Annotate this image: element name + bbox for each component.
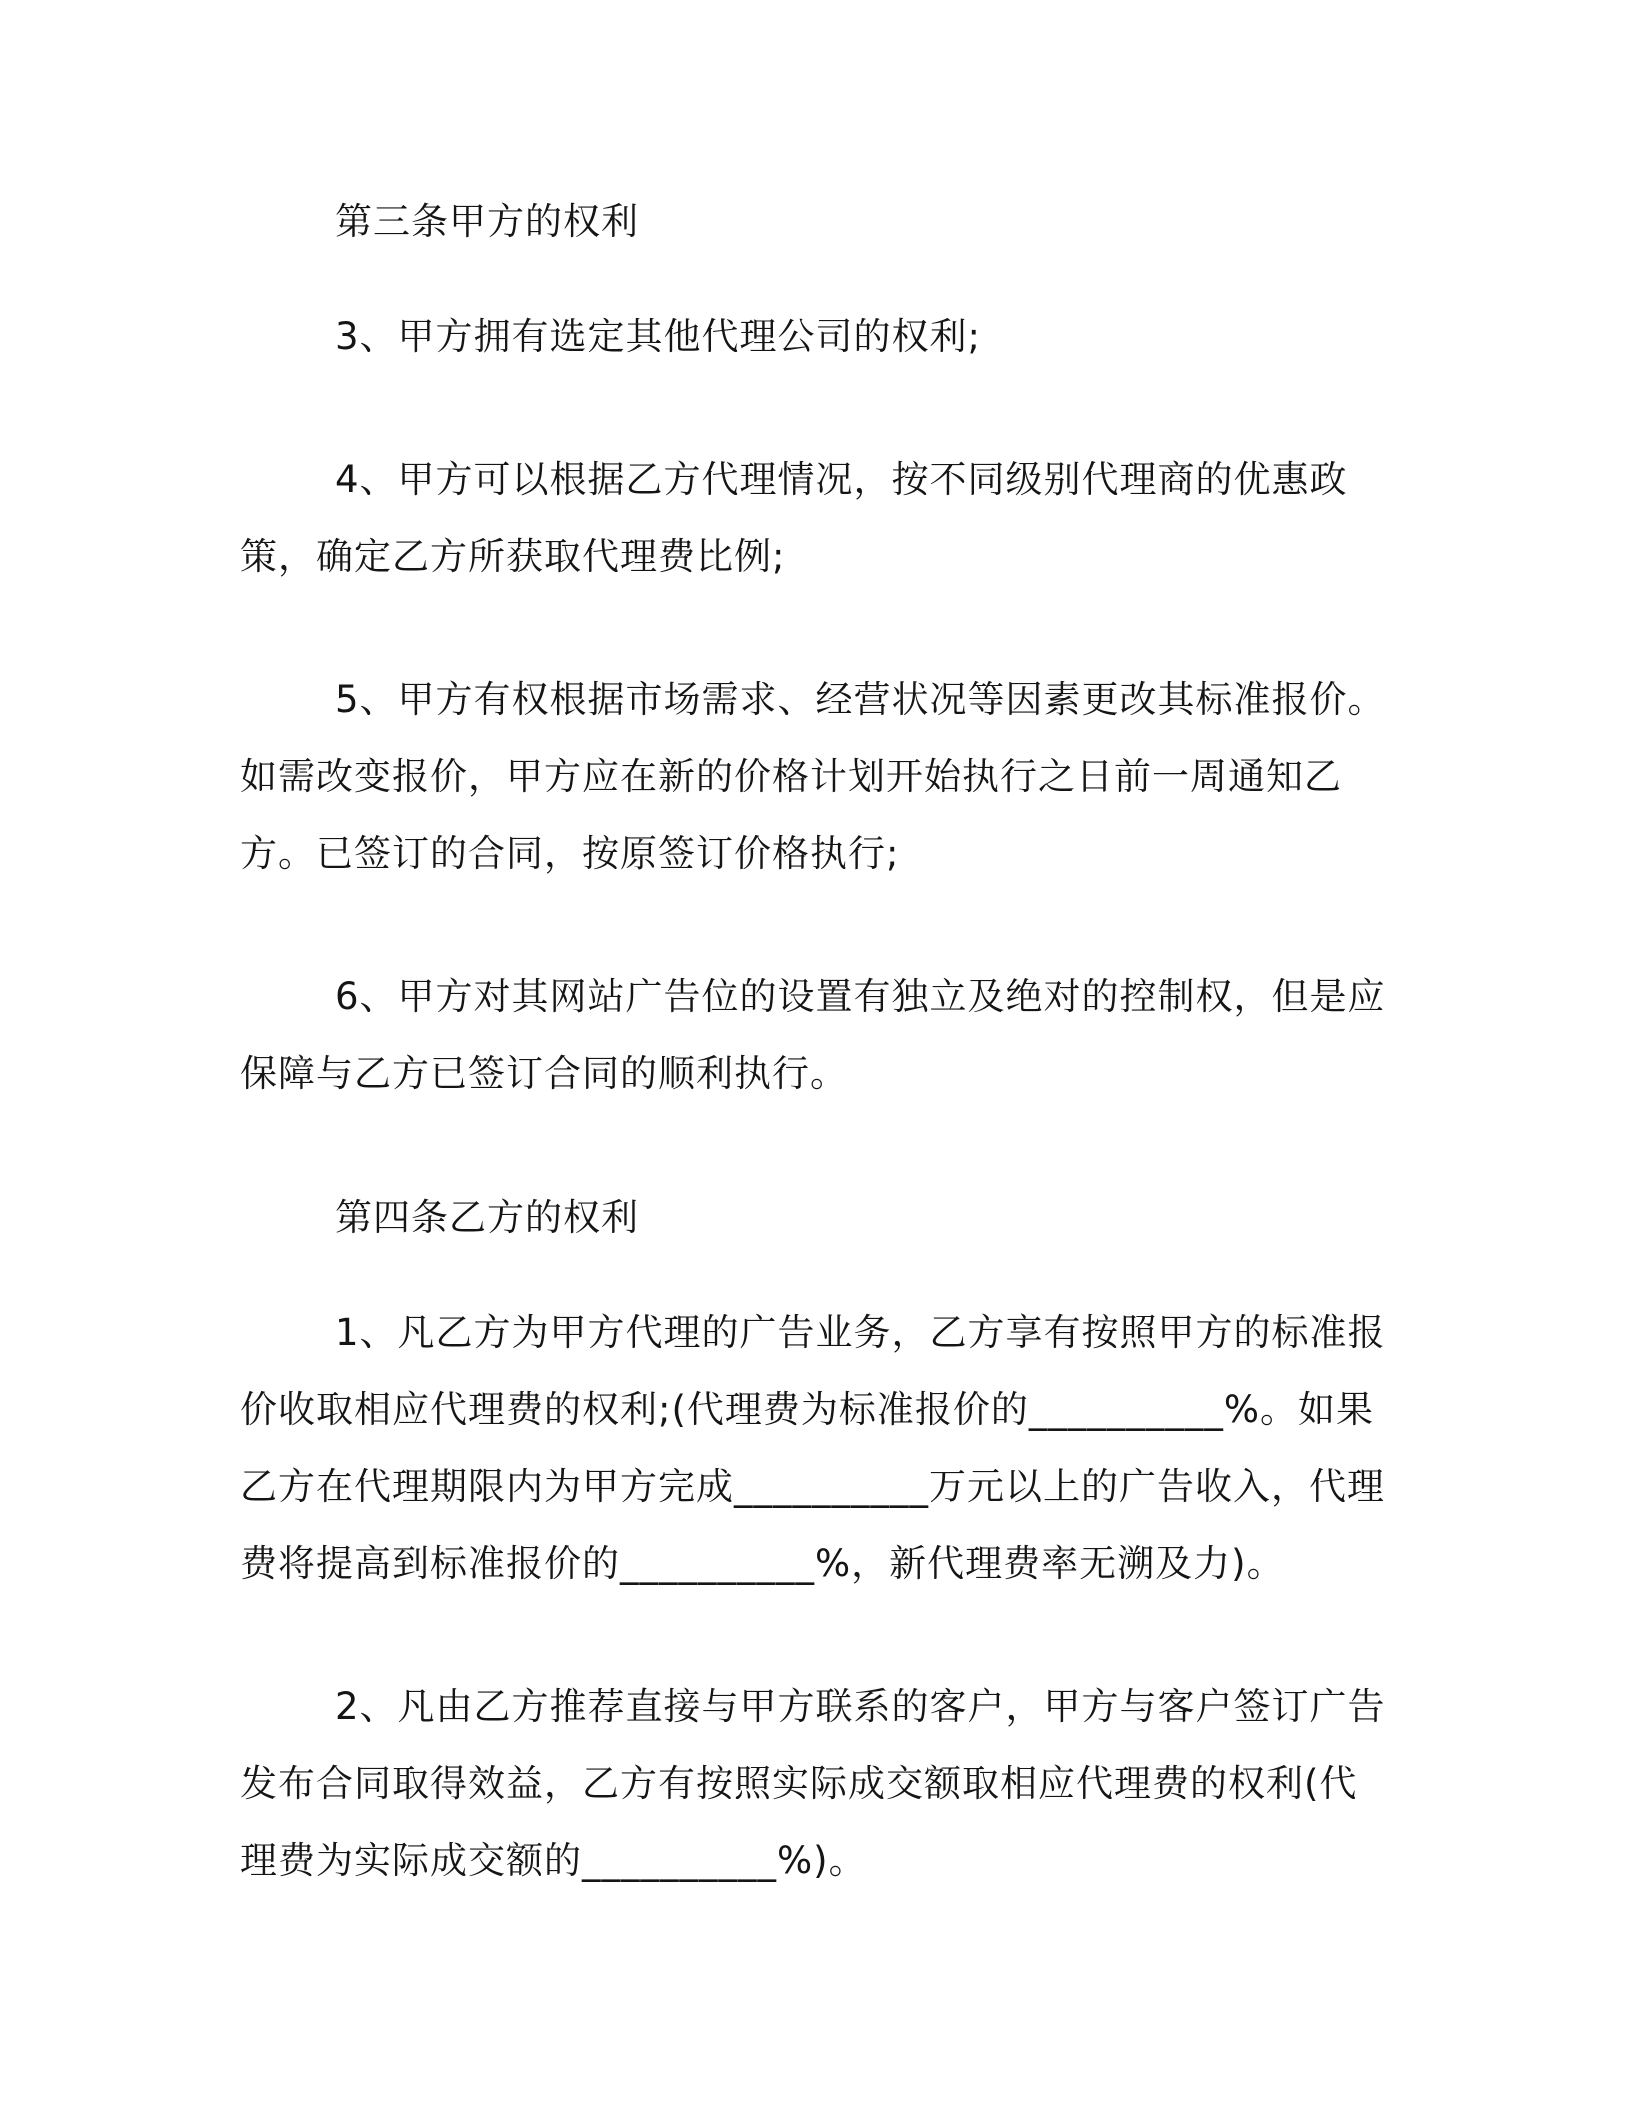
article-3-heading: 第三条甲方的权利 bbox=[335, 200, 639, 243]
article-3-item-5: 5、甲方有权根据市场需求、经营状况等因素更改其标准报价。如需改变报价，甲方应在新的价格计划开始执行之日前一周通知乙方。已签订的合同，按原签订价格执行; bbox=[240, 678, 1386, 875]
article-4-heading: 第四条乙方的权利 bbox=[335, 1196, 639, 1239]
article-3-item-6: 6、甲方对其网站广告位的设置有独立及绝对的控制权，但是应保障与乙方已签订合同的顺利执行。 bbox=[240, 975, 1386, 1095]
article-4-item-2: 2、凡由乙方推荐直接与甲方联系的客户，甲方与客户签订广告发布合同取得效益，乙方有按照实际成交额取相应代理费的权利(代理费为实际成交额的__________%)。 bbox=[240, 1685, 1386, 1882]
document-page bbox=[240, 196, 1390, 1899]
article-4-item-1: 1、凡乙方为甲方代理的广告业务，乙方享有按照甲方的标准报价收取相应代理费的权利;(代理费为标准报价的__________%。如果乙方在代理期限内为甲方完成__________万元以上的广告收入，代理费将提高到标准报价的__________%，新代理费率无溯及力)。 bbox=[240, 1311, 1386, 1585]
article-3-item-4: 4、甲方可以根据乙方代理情况，按不同级别代理商的优惠政策，确定乙方所获取代理费比例; bbox=[240, 458, 1348, 578]
article-3-item-3: 3、甲方拥有选定其他代理公司的权利; bbox=[335, 315, 982, 358]
